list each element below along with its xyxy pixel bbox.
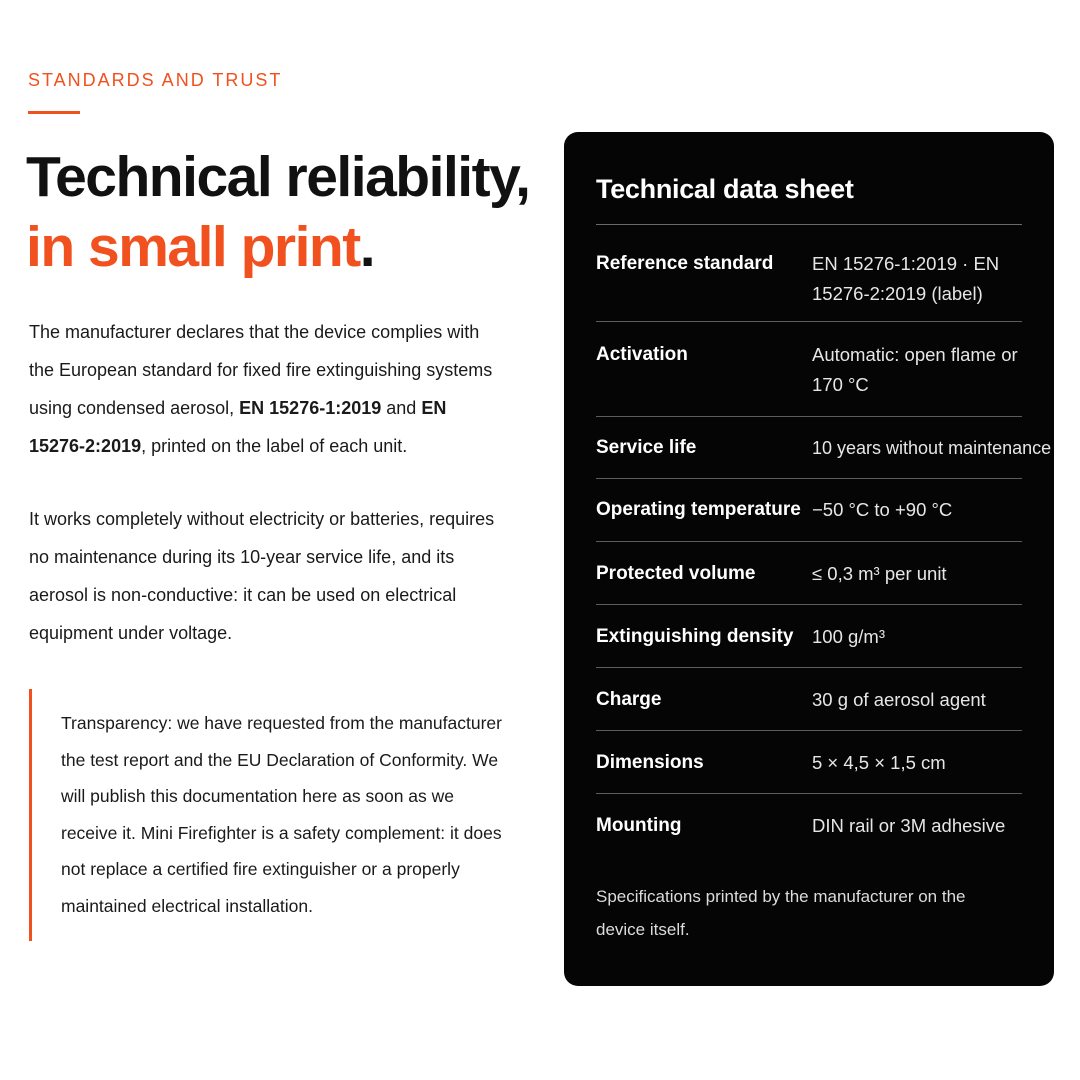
headline-accent: in small print — [26, 215, 360, 279]
spec-row-protected-volume — [596, 542, 1022, 605]
spec-label: Extinguishing density — [596, 626, 794, 647]
section-eyebrow: STANDARDS AND TRUST — [28, 70, 283, 90]
spec-label: Service life — [596, 437, 697, 458]
spec-row-mounting — [596, 794, 1022, 857]
spec-value: Automatic: open flame or 170 °C — [812, 344, 1018, 395]
headline — [26, 142, 546, 282]
spec-label: Charge — [596, 689, 662, 710]
spec-value: −50 °C to +90 °C — [812, 499, 953, 520]
headline-line1: Technical reliability, — [26, 145, 530, 209]
spec-label: Activation — [596, 344, 688, 365]
spec-row-extinguishing-density — [596, 605, 1022, 668]
spec-value: 10 years without maintenance — [812, 438, 1052, 458]
spec-row-operating-temperature — [596, 479, 1022, 542]
spec-row-charge — [596, 668, 1022, 731]
spec-row-dimensions — [596, 731, 1022, 794]
spec-value: 100 g/m³ — [812, 626, 886, 647]
spec-row-activation — [596, 322, 1022, 417]
spec-label: Reference standard — [596, 253, 774, 274]
standard-en15276-1: EN 15276-1:2019 — [239, 398, 382, 418]
spec-value: 30 g of aerosol agent — [812, 689, 986, 710]
spec-footnote: Specifications printed by the manufacturer on the device itself. — [596, 887, 966, 939]
spec-row-service-life — [596, 417, 1052, 479]
intro-paragraph-standards — [29, 313, 504, 465]
headline-period: . — [359, 215, 375, 279]
technical-data-card — [564, 132, 1054, 986]
spec-value: EN 15276-1:2019 · EN 15276-2:2019 (label) — [812, 253, 1000, 304]
transparency-note-text: Transparency: we have requested from the manufacturer the test report and the EU Declaration of Conformity. We will publish this documentation here as soon as we receive it. Mini Firefighter is a safety complement: it does not replace a certified fire extinguisher or a properly maintained electrical installation. — [61, 713, 502, 916]
standard-en15276-2: EN 15276-2:2019 — [29, 398, 447, 456]
intro-text-a: The manufacturer declares that the device complies with the European standard for fixed fire extinguishing systems using condensed aerosol, — [29, 322, 493, 418]
card-title: Technical data sheet — [596, 174, 854, 204]
intro-paragraph-operation: It works completely without electricity or batteries, requires no maintenance during its 10-year service life, and its aerosol is non-conductive: it can be used on electrical equipment under voltage. — [29, 509, 495, 643]
eyebrow-underline — [28, 111, 80, 114]
spec-label: Operating temperature — [596, 499, 801, 520]
intro-text-and: and — [381, 398, 422, 418]
transparency-note — [29, 689, 509, 941]
spec-value: 5 × 4,5 × 1,5 cm — [812, 752, 946, 773]
spec-row-reference-standard — [596, 225, 1022, 322]
spec-label: Mounting — [596, 815, 682, 836]
spec-value: ≤ 0,3 m³ per unit — [812, 563, 947, 584]
spec-label: Dimensions — [596, 752, 704, 773]
spec-value: DIN rail or 3M adhesive — [812, 815, 1006, 836]
intro-text-b: , printed on the label of each unit. — [141, 436, 408, 456]
spec-label: Protected volume — [596, 563, 756, 584]
spec-list — [596, 225, 1052, 857]
